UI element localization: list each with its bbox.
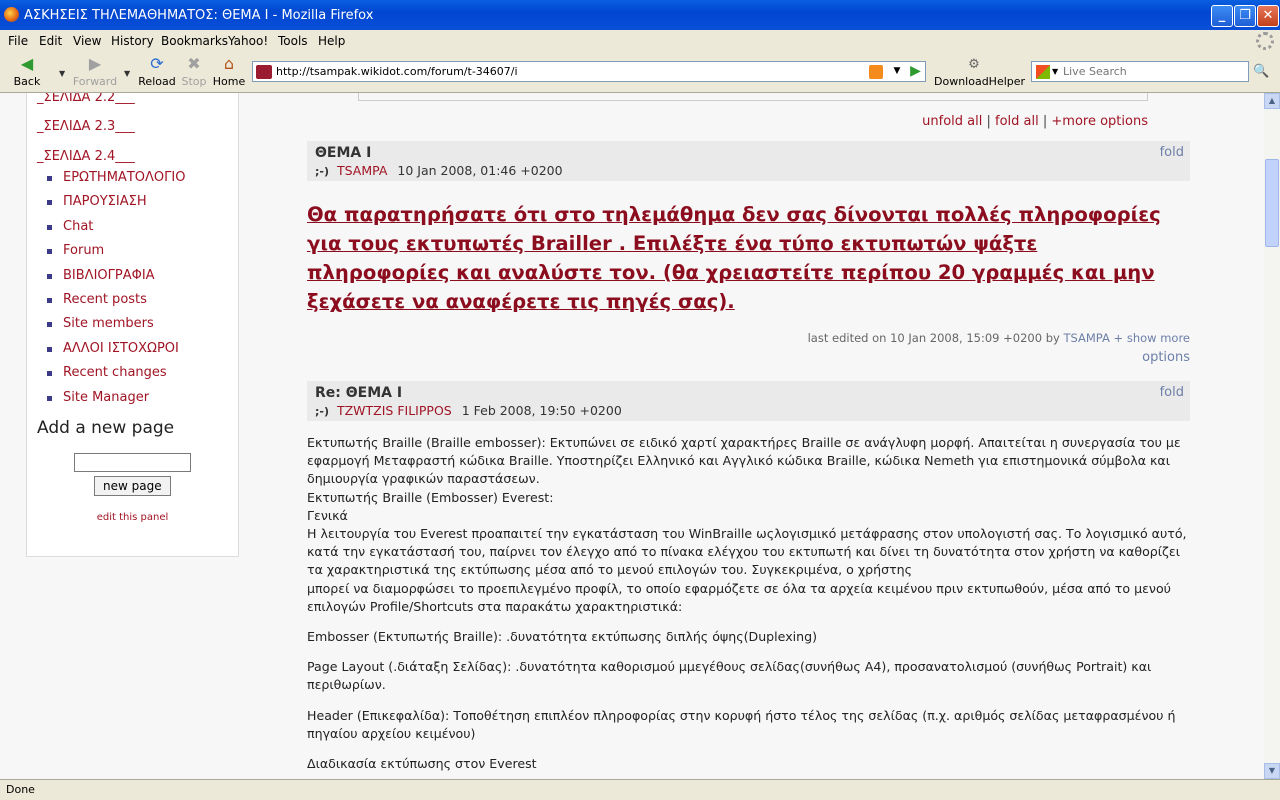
reload-button[interactable]: ⟳ Reload: [138, 54, 176, 88]
minimize-button[interactable]: _: [1211, 5, 1233, 27]
scroll-thumb[interactable]: [1265, 159, 1279, 247]
smiley-icon: ;-): [315, 165, 329, 178]
fold-link[interactable]: fold: [1159, 385, 1184, 400]
sidebar-item-recent-changes[interactable]: Recent changes: [47, 365, 185, 389]
edit-panel-link[interactable]: edit this panel: [96, 512, 169, 523]
url-dropdown-button[interactable]: ▼: [893, 66, 901, 76]
show-more-options-link[interactable]: + show more: [1113, 331, 1190, 345]
search-go-icon[interactable]: 🔍: [1253, 64, 1270, 79]
forward-button[interactable]: ▶ Forward: [72, 54, 118, 88]
post-paragraph: Γενικά: [307, 507, 348, 523]
back-history-dropdown[interactable]: ▼: [59, 69, 66, 78]
side-panel: [26, 93, 239, 557]
scroll-down-arrow-icon[interactable]: ▼: [1264, 763, 1280, 779]
post-title: Re: ΘΕΜΑ Ι: [315, 385, 403, 401]
firefox-icon: [4, 7, 19, 22]
window-title: ΑΣΚΗΣΕΙΣ ΤΗΛΕΜΑΘΗΜΑΤΟΣ: ΘΕΜΑ Ι - Mozilla Firefox: [24, 8, 374, 23]
fold-link[interactable]: fold: [1159, 145, 1184, 160]
new-page-button[interactable]: new page: [94, 476, 171, 496]
page-link-2-3[interactable]: _ΣΕΛΙΔΑ 2.3___: [37, 119, 135, 134]
stop-button[interactable]: ✖ Stop: [181, 54, 207, 88]
search-input[interactable]: [1063, 63, 1243, 79]
sidebar-item-forum[interactable]: Forum: [47, 243, 185, 267]
downloadhelper-icon: ⚙: [968, 57, 980, 72]
url-bar[interactable]: [252, 61, 926, 82]
downloadhelper-button[interactable]: ⚙ DownloadHelper: [934, 57, 1026, 88]
post-paragraph: Η λειτουργία του Everest προαπαιτεί την εγκατάσταση του WinBraille ωςλογισμικό μετάφρασης στον υπολογιστή σας. Το λογισμικό αυτό, κατά την εγκατάστασή του, παίρνει τον έλεγχο από το πίνακα ελέγχου του εκτυπωτή και δίνει τη δυνατότητα στον χρήστη να καθορίζει τα χαρακτηριστικά της εκτύπωσης μέσα από το μενού επιλογών του. Συγκεκριμένα, ο χρήστης: [307, 526, 1187, 578]
menu-file[interactable]: File: [8, 34, 29, 48]
sidebar-nav-list: [47, 170, 185, 414]
search-engine-icon[interactable]: [1036, 65, 1050, 79]
reload-icon: ⟳: [150, 54, 164, 73]
smiley-icon: ;-): [315, 405, 329, 418]
post-author-link[interactable]: TZWTZIS FILIPPOS: [336, 403, 452, 418]
menu-tools[interactable]: Tools: [278, 34, 308, 48]
sidebar-item-site-manager[interactable]: Site Manager: [47, 390, 185, 414]
post-paragraph: Embosser (Εκτυπωτής Braille): .δυνατότητα εκτύπωσης διπλής όψης(Duplexing): [307, 629, 818, 645]
forward-arrow-icon: ▶: [88, 54, 102, 73]
post-paragraph: Εκτυπωτής Braille (Embosser) Everest:: [307, 489, 554, 505]
fold-all-link[interactable]: fold all: [995, 114, 1039, 129]
post-meta: [315, 403, 622, 418]
status-text: Done: [6, 783, 35, 796]
post-date: 1 Feb 2008, 19:50 +0200: [461, 403, 622, 418]
menu-edit[interactable]: Edit: [39, 34, 63, 48]
post-header: [307, 381, 1190, 421]
post-paragraph: Διαδικασία εκτύπωσης στον Everest: [307, 756, 537, 772]
sidebar-item-bibliography[interactable]: ΒΙΒΛΙΟΓΡΑΦΙΑ: [47, 268, 185, 292]
page-viewport: [0, 93, 1264, 779]
sidebar-item-presentation[interactable]: ΠΑΡΟΥΣΙΑΣΗ: [47, 194, 185, 218]
post-author-link[interactable]: TSAMPA: [336, 163, 388, 178]
menu-view[interactable]: View: [73, 34, 102, 48]
menu-yahoo[interactable]: Yahoo!: [228, 34, 269, 48]
forum-header-box: [358, 93, 1148, 101]
menu-history[interactable]: History: [111, 34, 154, 48]
editor-link[interactable]: TSAMPA: [1063, 331, 1110, 345]
navigation-toolbar: [0, 52, 1280, 93]
sidebar-item-other-sites[interactable]: ΑΛΛΟΙ ΙΣΤΟΧΩΡΟΙ: [47, 341, 185, 365]
vertical-scrollbar[interactable]: [1264, 93, 1280, 779]
back-button[interactable]: ◀ Back: [13, 54, 41, 88]
options-link[interactable]: options: [1142, 350, 1190, 365]
forward-history-dropdown[interactable]: ▼: [124, 69, 131, 78]
post-date: 10 Jan 2008, 01:46 +0200: [397, 163, 563, 178]
menu-bar: [0, 30, 1280, 52]
url-text[interactable]: http://tsampak.wikidot.com/forum/t-34607/i: [276, 65, 518, 78]
post-header: [307, 141, 1190, 181]
last-edited-info: last edited on 10 Jan 2008, 15:09 +0200 by TSAMPA + show more options: [807, 331, 1190, 365]
post-question: Θα παρατηρήσατε ότι στο τηλεμάθημα δεν σας δίνονται πολλές πληροφορίες για τους εκτυπωτές Brailler . Επιλέξτε ένα τύπο εκτυπωτών ψάξτε πληροφορίες και αναλύστε τον. (θα χρειαστείτε περίπου 20 γραμμές και μην ξεχάσετε να αναφέρετε τις πηγές σας).: [307, 203, 1161, 313]
back-arrow-icon: ◀: [20, 54, 34, 73]
site-favicon-icon: [256, 65, 272, 79]
new-page-name-input[interactable]: [74, 453, 191, 472]
unfold-all-link[interactable]: unfold all: [922, 114, 983, 129]
status-bar: [0, 779, 1280, 800]
post-meta: [315, 163, 563, 178]
post-paragraph: μπορεί να διαμορφώσει το προεπιλεγμένο προφίλ, το οποίο εφαρμόζετε σε όλα τα αρχεία κειμένου πριν εκτυπωθούν, μέσα από το μενού επιλογών Profile/Shortcuts στα παρακάτω χαρακτηριστικά:: [307, 580, 1171, 614]
scroll-up-arrow-icon[interactable]: ▲: [1264, 93, 1280, 109]
sidebar-item-site-members[interactable]: Site members: [47, 316, 185, 340]
home-button[interactable]: ⌂ Home: [212, 54, 246, 88]
more-options-link[interactable]: +more options: [1051, 114, 1148, 129]
close-button[interactable]: ✕: [1257, 5, 1279, 27]
stop-icon: ✖: [187, 54, 201, 73]
menu-help[interactable]: Help: [318, 34, 346, 48]
menu-bookmarks[interactable]: Bookmarks: [161, 34, 229, 48]
post-paragraph: Header (Επικεφαλίδα): Τοποθέτηση επιπλέον πληροφορίας στην κορυφή ήστο τέλος της σελίδας (π.χ. αριθμός σελίδας μεταφρασμένου ή πηγαίου αρχείου κειμένου): [307, 707, 1176, 741]
rss-feed-icon[interactable]: [869, 65, 883, 79]
title-bar: [0, 0, 1280, 30]
page-link-2-4[interactable]: _ΣΕΛΙΔΑ 2.4___: [37, 149, 135, 164]
page-link-2-2[interactable]: _ΣΕΛΙΔΑ 2.2___: [37, 93, 135, 105]
post-paragraph: Page Layout (.διάταξη Σελίδας): .δυνατότητα καθορισμού μμεγέθους σελίδας(συνήθως Α4), προσανατολισμού (συνήθως Portrait) και περιθωρίων.: [307, 659, 1152, 693]
add-page-heading: Add a new page: [37, 418, 175, 438]
post-body: [307, 434, 1190, 773]
maximize-button[interactable]: ❐: [1234, 5, 1256, 27]
home-icon: ⌂: [223, 54, 235, 73]
search-box: [1031, 61, 1249, 82]
throbber-icon: [1256, 32, 1274, 50]
fold-options: unfold all | fold all | +more options: [922, 114, 1148, 129]
go-button[interactable]: ▶: [910, 63, 921, 79]
sidebar-item-chat[interactable]: Chat: [47, 219, 185, 243]
sidebar-item-questionnaire[interactable]: ΕΡΩΤΗΜΑΤΟΛΟΓΙΟ: [47, 170, 185, 194]
post-title: ΘΕΜΑ Ι: [315, 145, 372, 161]
sidebar-item-recent-posts[interactable]: Recent posts: [47, 292, 185, 316]
post-paragraph: Εκτυπωτής Braille (Braille embosser): Εκτυπώνει σε ειδικό χαρτί χαρακτήρες Braille σε ανάγλυφη μορφή. Απαιτείται η συνεργασία του με εφαρμογή Μεταφραστή κώδικα Braille. Υποστηρίζει Ελληνικό και Αγγλικό κώδικα Braille, κώδικα Nemeth για επιστημονικά σύμβολα και δημιουργία γραφικών παραστάσεων.: [307, 435, 1181, 487]
search-engine-dropdown[interactable]: ▼: [1052, 67, 1059, 76]
